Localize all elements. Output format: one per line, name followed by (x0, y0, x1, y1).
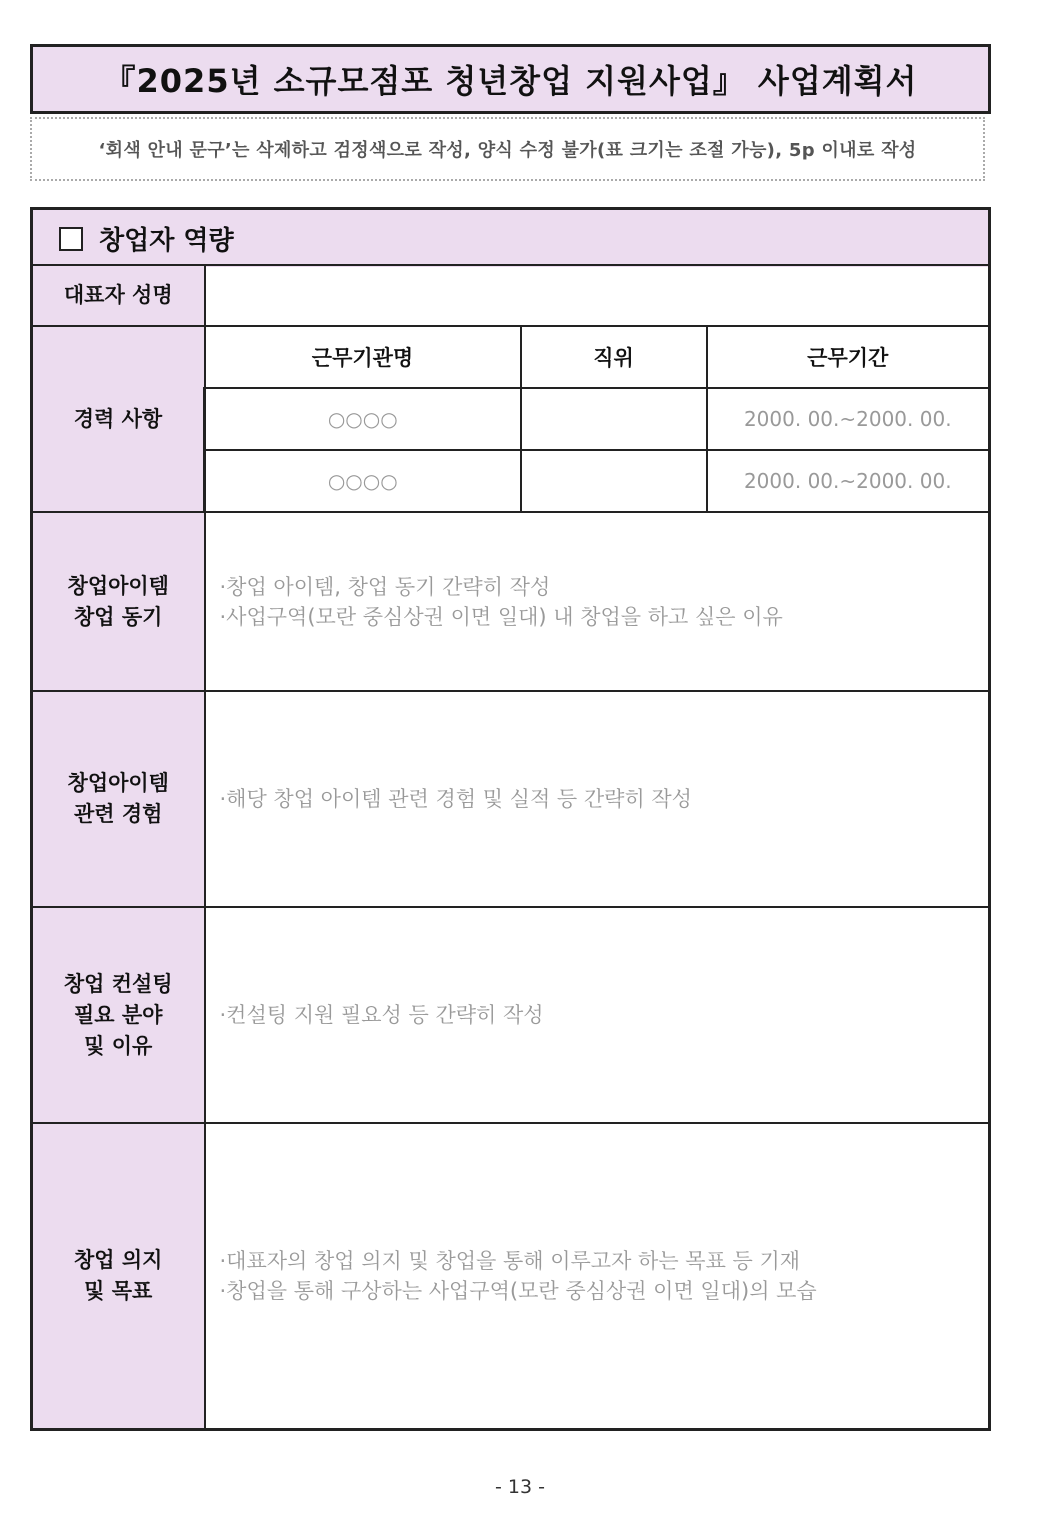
item-experience-label (32, 691, 205, 907)
checkbox-icon (59, 227, 83, 251)
label-line: 및 이유 (84, 1033, 153, 1058)
will-goal-label (32, 1123, 205, 1429)
guide-text: ·창업 아이템, 창업 동기 간략히 작성 (219, 574, 551, 599)
table-row (32, 691, 990, 907)
guide-text: ·대표자의 창업 의지 및 창업을 통해 이루고자 하는 목표 등 기재 (219, 1248, 801, 1273)
name-input-cell[interactable] (205, 265, 990, 326)
consulting-label (32, 907, 205, 1123)
label-line: 필요 분야 (74, 1002, 163, 1027)
table-row (32, 907, 990, 1123)
career-org-cell[interactable]: ○○○○ (205, 388, 521, 450)
career-period-cell[interactable]: 2000. 00.~2000. 00. (707, 388, 990, 450)
header-position: 직위 (521, 326, 707, 388)
consulting-input[interactable] (205, 907, 990, 1123)
will-goal-input[interactable] (205, 1123, 990, 1429)
label-line: 관련 경험 (74, 802, 163, 826)
table-row (32, 1123, 990, 1429)
document-title: 『2025년 소규모점포 청년창업 지원사업』 사업계획서 (30, 44, 991, 114)
instruction-notice: ‘회색 안내 문구’는 삭제하고 검정색으로 작성, 양식 수정 불가(표 크기는 조절 가능), 5p 이내로 작성 (30, 117, 985, 181)
career-position-cell[interactable] (521, 388, 707, 450)
label-line: 및 목표 (84, 1278, 153, 1303)
header-period: 근무기간 (707, 326, 990, 388)
label-line: 창업 의지 (74, 1247, 163, 1272)
label-line: 창업아이템 (67, 573, 169, 598)
career-label: 경력 사항 (32, 326, 205, 512)
item-motive-input[interactable] (205, 512, 990, 691)
label-line: 창업 컨설팅 (63, 971, 173, 996)
career-period-cell[interactable]: 2000. 00.~2000. 00. (707, 450, 990, 512)
table-row (32, 512, 990, 691)
label-line: 창업아이템 (67, 771, 169, 795)
career-position-cell[interactable] (521, 450, 707, 512)
guide-text: ·창업을 통해 구상하는 사업구역(모란 중심상권 이면 일대)의 모습 (219, 1278, 817, 1303)
guide-text: ·사업구역(모란 중심상권 이면 일대) 내 창업을 하고 싶은 이유 (219, 604, 783, 629)
section-header (30, 207, 991, 267)
capability-table (30, 264, 991, 1431)
label-line: 창업 동기 (74, 604, 163, 629)
guide-text: ·컨설팅 지원 필요성 등 간략히 작성 (219, 1003, 544, 1027)
page-number: - 13 - (495, 1476, 545, 1498)
career-org-cell[interactable]: ○○○○ (205, 450, 521, 512)
name-label: 대표자 성명 (32, 265, 205, 326)
section-title: 창업자 역량 (99, 226, 234, 256)
header-organization: 근무기관명 (205, 326, 521, 388)
item-experience-input[interactable] (205, 691, 990, 907)
item-motive-label (32, 512, 205, 691)
table-row (32, 326, 990, 388)
table-row (32, 265, 990, 326)
guide-text: ·해당 창업 아이템 관련 경험 및 실적 등 간략히 작성 (219, 787, 692, 811)
